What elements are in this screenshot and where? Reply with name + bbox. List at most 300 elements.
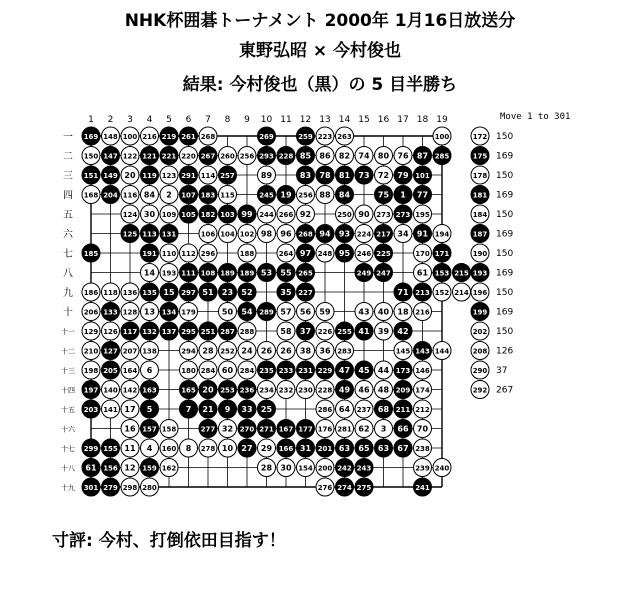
black-stone xyxy=(336,322,354,340)
move-number: 109 xyxy=(161,211,177,219)
move-number: 45 xyxy=(358,366,370,375)
black-stone xyxy=(160,225,178,243)
move-number: 248 xyxy=(317,250,333,258)
move-number: 284 xyxy=(200,367,216,375)
black-stone xyxy=(199,322,217,340)
move-number: 54 xyxy=(241,307,253,317)
column-label: 17 xyxy=(397,115,409,125)
white-stone xyxy=(414,205,432,223)
row-label: 十四 xyxy=(61,386,75,395)
side-at-number: 126 xyxy=(496,346,514,357)
move-number: 176 xyxy=(317,425,333,434)
white-stone xyxy=(297,342,315,360)
row-label: 十五 xyxy=(61,406,75,414)
broadcast-title: NHK杯囲碁トーナメント 2000年 1月16日放送分 xyxy=(124,11,516,31)
white-stone xyxy=(316,303,334,321)
black-stone xyxy=(141,459,159,477)
white-stone xyxy=(297,459,315,477)
move-number: 278 xyxy=(200,445,216,453)
move-number: 237 xyxy=(356,406,372,414)
white-stone xyxy=(316,322,334,340)
move-number: 20 xyxy=(202,385,214,395)
move-number: 291 xyxy=(181,172,196,180)
white-stone xyxy=(219,342,237,360)
white-stone xyxy=(82,186,100,204)
white-stone xyxy=(375,166,393,184)
move-number: 171 xyxy=(434,250,450,258)
white-stone xyxy=(277,205,295,223)
move-number: 116 xyxy=(122,191,138,200)
review-comment: 寸評: 今村、打倒依田目指す！ xyxy=(52,531,286,551)
move-number: 188 xyxy=(239,250,255,258)
white-stone xyxy=(414,264,432,282)
move-number: 186 xyxy=(83,289,99,297)
black-stone xyxy=(180,205,198,223)
white-stone xyxy=(199,166,217,184)
white-stone xyxy=(258,381,276,399)
black-stone xyxy=(180,283,198,301)
move-number: 1 xyxy=(400,190,406,200)
move-number: 240 xyxy=(434,464,450,473)
move-number: 23 xyxy=(221,288,234,297)
move-number: 177 xyxy=(298,425,313,434)
move-number: 99 xyxy=(241,210,253,219)
side-at-number: 150 xyxy=(496,288,514,298)
black-stone xyxy=(297,283,315,301)
side-at-number: 150 xyxy=(496,210,514,220)
move-number: 32 xyxy=(221,424,234,434)
black-stone xyxy=(238,400,256,418)
column-label: 18 xyxy=(416,115,429,125)
white-stone xyxy=(355,147,373,165)
black-stone xyxy=(258,303,276,321)
white-stone xyxy=(433,225,451,243)
move-number: 225 xyxy=(376,250,391,258)
move-number: 162 xyxy=(161,464,177,473)
move-number: 195 xyxy=(415,211,430,219)
side-move-number: 199 xyxy=(472,308,488,317)
move-number: 105 xyxy=(181,211,196,219)
move-number: 76 xyxy=(397,151,409,161)
move-number: 61 xyxy=(85,463,97,473)
move-number: 228 xyxy=(317,386,333,395)
black-stone xyxy=(277,147,295,165)
move-number: 28 xyxy=(202,346,214,356)
move-number: 249 xyxy=(356,269,372,278)
black-stone xyxy=(238,420,256,438)
white-stone xyxy=(375,147,393,165)
white-stone xyxy=(394,303,412,321)
move-number: 100 xyxy=(434,133,450,141)
white-stone xyxy=(121,205,139,223)
black-stone xyxy=(102,303,120,321)
black-stone xyxy=(82,439,100,457)
move-number: 29 xyxy=(260,444,273,453)
white-stone xyxy=(277,381,295,399)
black-stone xyxy=(336,459,354,477)
black-stone xyxy=(199,400,217,418)
white-stone xyxy=(316,244,334,262)
move-number: 244 xyxy=(259,211,274,219)
white-stone xyxy=(219,225,237,243)
move-number: 60 xyxy=(221,366,234,375)
move-number: 256 xyxy=(239,152,255,161)
row-label: 十一 xyxy=(61,328,75,336)
black-stone xyxy=(375,264,393,282)
white-stone xyxy=(316,342,334,360)
move-number: 35 xyxy=(280,288,292,297)
move-number: 122 xyxy=(122,152,138,161)
move-number: 231 xyxy=(298,367,313,375)
move-number: 160 xyxy=(161,445,177,453)
move-number: 165 xyxy=(181,386,196,395)
white-stone xyxy=(277,225,295,243)
move-number: 119 xyxy=(142,172,157,180)
black-stone xyxy=(355,166,373,184)
black-stone xyxy=(180,166,198,184)
move-number: 242 xyxy=(337,464,352,473)
move-number: 106 xyxy=(200,230,216,239)
move-number: 212 xyxy=(415,406,430,414)
row-label: 九 xyxy=(63,288,73,299)
move-number: 232 xyxy=(278,386,294,395)
white-stone xyxy=(316,420,334,438)
move-number: 57 xyxy=(280,307,292,317)
white-stone xyxy=(180,303,198,321)
move-number: 204 xyxy=(103,191,118,200)
black-stone xyxy=(394,166,412,184)
black-stone xyxy=(414,225,432,243)
side-list-item xyxy=(471,381,513,399)
side-move-number: 208 xyxy=(472,347,488,356)
side-at-number: 37 xyxy=(496,366,508,376)
white-stone xyxy=(121,303,139,321)
move-number: 169 xyxy=(83,133,99,141)
white-stone xyxy=(160,186,178,204)
black-stone xyxy=(336,186,354,204)
side-at-number: 150 xyxy=(496,132,514,142)
white-stone xyxy=(336,400,354,418)
black-stone xyxy=(414,478,432,496)
move-number: 20 xyxy=(124,171,136,180)
move-number: 147 xyxy=(103,152,118,161)
white-stone xyxy=(433,283,451,301)
move-number: 255 xyxy=(337,328,352,336)
move-number: 221 xyxy=(161,152,177,161)
black-stone xyxy=(414,283,432,301)
white-stone xyxy=(336,205,354,223)
move-number: 141 xyxy=(103,406,118,414)
white-stone xyxy=(355,381,373,399)
move-number: 62 xyxy=(358,424,370,434)
move-number: 95 xyxy=(338,249,351,258)
side-at-number: 267 xyxy=(496,385,514,396)
white-stone xyxy=(121,283,139,301)
move-number: 107 xyxy=(181,191,196,200)
move-number: 70 xyxy=(416,424,429,434)
black-stone xyxy=(336,225,354,243)
white-stone xyxy=(258,205,276,223)
move-number: 123 xyxy=(161,172,177,180)
black-stone xyxy=(180,322,198,340)
white-stone xyxy=(141,439,159,457)
move-number: 104 xyxy=(220,230,235,239)
move-number: 265 xyxy=(298,269,313,278)
white-stone xyxy=(414,244,432,262)
move-number: 59 xyxy=(319,307,331,317)
row-label: 七 xyxy=(63,249,73,260)
move-number: 37 xyxy=(299,327,312,336)
black-stone xyxy=(258,420,276,438)
white-stone xyxy=(219,303,237,321)
move-number: 24 xyxy=(241,346,253,356)
move-number: 259 xyxy=(298,133,313,141)
row-label: 十六 xyxy=(61,425,75,434)
move-number: 21 xyxy=(202,405,214,414)
move-number: 261 xyxy=(181,133,196,141)
row-label: 十三 xyxy=(61,367,75,375)
black-stone xyxy=(277,420,295,438)
black-stone xyxy=(414,166,432,184)
side-list-item xyxy=(471,244,513,262)
black-stone xyxy=(316,439,334,457)
white-stone xyxy=(258,439,276,457)
move-number: 2 xyxy=(166,190,172,200)
move-number: 228 xyxy=(278,152,294,161)
move-number: 295 xyxy=(181,328,196,336)
move-number: 63 xyxy=(377,444,390,453)
move-number: 61 xyxy=(416,268,429,278)
move-number: 84 xyxy=(338,190,351,200)
move-number: 28 xyxy=(260,463,273,473)
move-number: 101 xyxy=(415,172,430,180)
row-label: 十八 xyxy=(61,464,75,473)
move-number: 211 xyxy=(395,406,411,414)
white-stone xyxy=(219,361,237,379)
white-stone xyxy=(355,244,373,262)
column-label: 2 xyxy=(107,115,114,125)
white-stone xyxy=(414,459,432,477)
move-number: 280 xyxy=(142,484,157,492)
black-stone xyxy=(355,478,373,496)
white-stone xyxy=(277,244,295,262)
black-stone xyxy=(355,459,373,477)
move-number: 284 xyxy=(239,367,255,375)
black-stone xyxy=(453,264,471,282)
black-stone xyxy=(394,400,412,418)
white-stone xyxy=(180,342,198,360)
move-number: 223 xyxy=(317,133,333,141)
white-stone xyxy=(375,205,393,223)
move-number: 38 xyxy=(299,346,312,356)
white-stone xyxy=(199,361,217,379)
white-stone xyxy=(82,342,100,360)
move-number: 6 xyxy=(146,366,153,375)
black-stone xyxy=(102,459,120,477)
white-stone xyxy=(219,420,237,438)
move-number: 191 xyxy=(142,250,157,258)
row-label: 六 xyxy=(63,229,73,241)
black-stone xyxy=(102,147,120,165)
move-number: 238 xyxy=(415,445,430,453)
side-move-number: 178 xyxy=(472,172,488,180)
side-list-item xyxy=(471,264,513,282)
move-number: 154 xyxy=(298,464,313,473)
move-number: 121 xyxy=(142,152,157,161)
white-stone xyxy=(141,478,159,496)
black-stone xyxy=(316,361,334,379)
move-number: 25 xyxy=(260,405,273,414)
move-number: 247 xyxy=(376,269,391,278)
move-number: 277 xyxy=(200,425,216,434)
move-number: 26 xyxy=(280,346,292,356)
black-stone xyxy=(102,439,120,457)
black-stone xyxy=(82,166,100,184)
move-number: 230 xyxy=(298,386,313,395)
white-stone xyxy=(141,264,159,282)
black-stone xyxy=(355,264,373,282)
side-list-item xyxy=(471,205,513,223)
move-number: 82 xyxy=(338,151,351,161)
move-number: 11 xyxy=(124,444,136,453)
side-move-number: 190 xyxy=(472,250,488,258)
black-stone xyxy=(433,147,451,165)
move-number: 174 xyxy=(415,386,430,395)
move-number: 80 xyxy=(377,151,390,161)
move-number: 233 xyxy=(278,367,294,375)
move-number: 297 xyxy=(181,289,196,297)
move-number: 93 xyxy=(338,229,351,239)
white-stone xyxy=(238,342,256,360)
white-stone xyxy=(277,342,295,360)
white-stone xyxy=(355,400,373,418)
white-stone xyxy=(414,361,432,379)
move-number: 151 xyxy=(83,172,99,180)
move-number: 142 xyxy=(122,386,138,395)
move-number: 170 xyxy=(415,250,430,258)
black-stone xyxy=(219,166,237,184)
move-number: 4 xyxy=(146,444,153,453)
white-stone xyxy=(316,459,334,477)
white-stone xyxy=(160,205,178,223)
black-stone xyxy=(199,420,217,438)
move-number: 266 xyxy=(278,211,294,219)
white-stone xyxy=(414,381,432,399)
move-number: 155 xyxy=(103,445,118,453)
side-move-number: 193 xyxy=(472,269,488,278)
black-stone xyxy=(316,225,334,243)
white-stone xyxy=(82,322,100,340)
black-stone xyxy=(82,400,100,418)
players-line: 東野弘昭 × 今村俊也 xyxy=(238,41,402,61)
move-number: 117 xyxy=(122,328,138,336)
move-number: 274 xyxy=(337,484,352,492)
move-number: 98 xyxy=(260,229,273,239)
move-number: 112 xyxy=(181,250,196,258)
white-stone xyxy=(297,186,315,204)
black-stone xyxy=(394,283,412,301)
move-number: 252 xyxy=(220,347,235,356)
move-number: 132 xyxy=(142,328,157,336)
black-stone xyxy=(141,225,159,243)
move-number: 85 xyxy=(299,151,312,161)
side-at-number: 150 xyxy=(496,327,514,337)
black-stone xyxy=(219,381,237,399)
black-stone xyxy=(180,400,198,418)
black-stone xyxy=(160,303,178,321)
move-number: 92 xyxy=(299,210,312,219)
white-stone xyxy=(238,361,256,379)
move-number: 129 xyxy=(83,328,99,336)
column-label: 13 xyxy=(319,115,331,125)
black-stone xyxy=(219,400,237,418)
white-stone xyxy=(336,147,354,165)
black-stone xyxy=(121,225,139,243)
white-stone xyxy=(102,283,120,301)
white-stone xyxy=(121,186,139,204)
move-number: 41 xyxy=(358,327,370,336)
white-stone xyxy=(141,361,159,379)
white-stone xyxy=(180,361,198,379)
black-stone xyxy=(414,147,432,165)
move-number: 150 xyxy=(83,152,99,161)
black-stone xyxy=(82,381,100,399)
black-stone xyxy=(375,439,393,457)
move-number: 64 xyxy=(338,405,351,414)
move-number: 47 xyxy=(338,366,351,375)
black-stone xyxy=(336,381,354,399)
white-stone xyxy=(414,303,432,321)
move-number: 73 xyxy=(358,171,370,180)
white-stone xyxy=(258,459,276,477)
side-list-item xyxy=(471,186,513,204)
move-number: 205 xyxy=(103,367,118,375)
white-stone xyxy=(199,244,217,262)
white-stone xyxy=(82,361,100,379)
black-stone xyxy=(414,342,432,360)
side-move-number: 202 xyxy=(472,328,488,336)
move-number: 271 xyxy=(259,425,274,434)
side-list-item xyxy=(471,342,513,360)
move-number: 216 xyxy=(142,133,157,141)
black-stone xyxy=(82,459,100,477)
white-stone xyxy=(277,322,295,340)
move-number: 179 xyxy=(181,308,196,317)
black-stone xyxy=(180,127,198,145)
black-stone xyxy=(336,478,354,496)
white-stone xyxy=(121,439,139,457)
white-stone xyxy=(180,147,198,165)
white-stone xyxy=(316,147,334,165)
black-stone xyxy=(102,478,120,496)
side-move-number: 196 xyxy=(472,289,488,297)
move-number: 33 xyxy=(241,405,253,414)
side-list-item xyxy=(471,166,513,184)
black-stone xyxy=(199,381,217,399)
black-stone xyxy=(199,186,217,204)
white-stone xyxy=(316,478,334,496)
move-number: 74 xyxy=(358,151,370,161)
black-stone xyxy=(102,186,120,204)
white-stone xyxy=(141,342,159,360)
move-number: 31 xyxy=(299,444,312,453)
black-stone xyxy=(375,186,393,204)
move-number: 257 xyxy=(220,172,235,180)
move-number: 17 xyxy=(124,405,136,414)
move-number: 7 xyxy=(185,405,192,414)
move-number: 84 xyxy=(143,190,156,200)
move-number: 75 xyxy=(377,190,390,200)
